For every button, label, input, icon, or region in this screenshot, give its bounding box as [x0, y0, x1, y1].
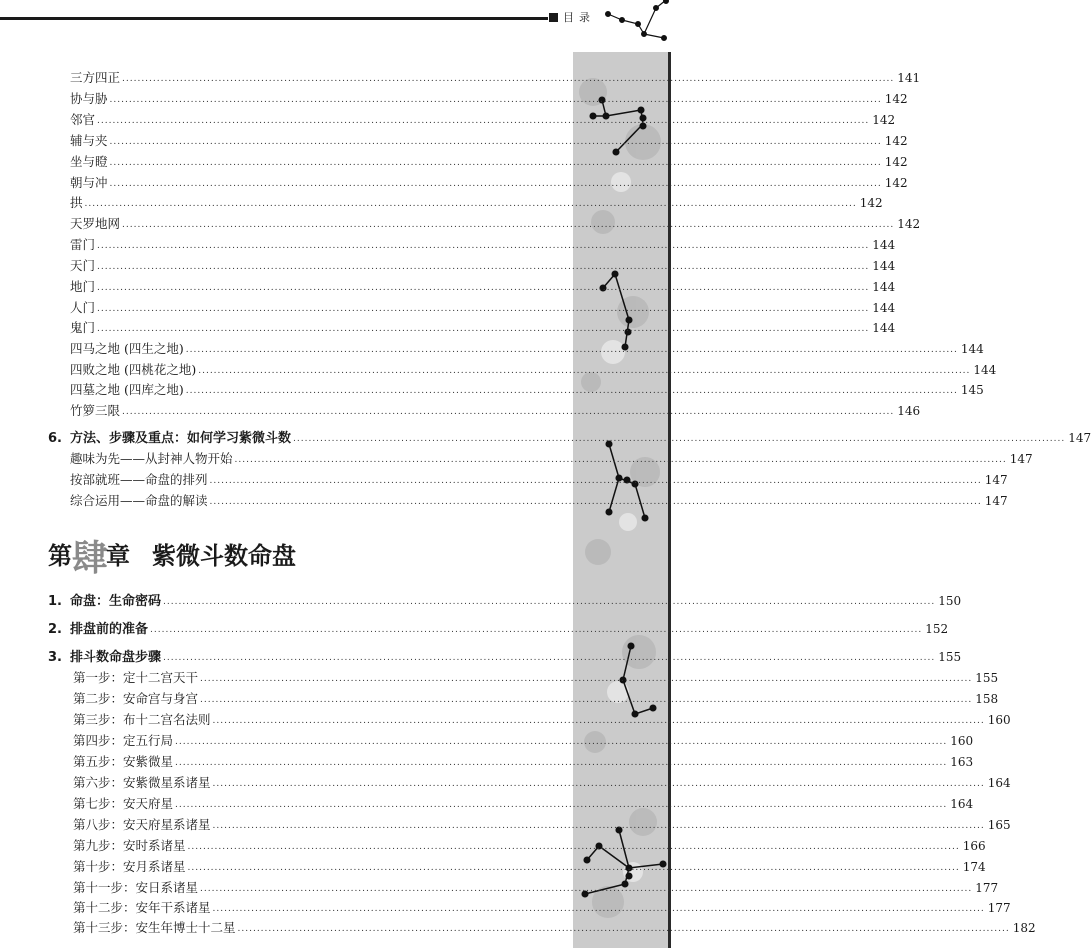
toc-entry[interactable] [70, 193, 883, 211]
chapter-suffix: 章 [106, 541, 131, 570]
toc-entry[interactable] [70, 68, 921, 86]
entry-label: 四马之地 (四生之地) [70, 341, 184, 356]
toc-entry[interactable] [70, 491, 1008, 509]
toc-section-3[interactable] [48, 646, 962, 665]
section-page: 150 [938, 594, 962, 608]
step-page: 177 [987, 901, 1011, 915]
chapter-numeral: 肆 [72, 537, 107, 579]
leader-dots: ........................................................................................................................................................................................................ [187, 863, 960, 873]
step-label: 第九步：安时系诸星 [73, 838, 186, 853]
toc-entry[interactable] [70, 298, 896, 316]
entry-label: 辅与夹 [70, 133, 108, 148]
header-label: 目录 [563, 11, 595, 24]
leader-dots: ........................................................................................................................................................................................................ [293, 434, 1066, 444]
leader-dots: ........................................................................................................................................................................................................ [212, 779, 985, 789]
leader-dots: ........................................................................................................................................................................................................ [97, 241, 870, 251]
leader-dots: ........................................................................................................................................................................................................ [97, 116, 870, 126]
toc-entry[interactable] [70, 235, 896, 253]
section-title: 排斗数命盘步骤 [70, 650, 162, 665]
leader-dots: ........................................................................................................................................................................................................ [209, 476, 982, 486]
section-number: 2. [48, 622, 62, 637]
entry-page: 142 [897, 217, 921, 231]
entry-label: 邻官 [70, 112, 96, 127]
toc-entry[interactable] [70, 152, 908, 170]
step-page: 166 [962, 839, 986, 853]
entry-label: 按部就班——命盘的排列 [70, 472, 208, 487]
entry-page: 144 [960, 342, 984, 356]
toc-step[interactable] [73, 898, 1011, 916]
leader-dots: ........................................................................................................................................................................................................ [212, 821, 985, 831]
toc-section-6[interactable] [48, 427, 1091, 446]
step-label: 第四步：定五行局 [73, 733, 174, 748]
step-label: 第二步：安命宫与身宫 [73, 691, 199, 706]
section-number: 6. [48, 431, 62, 446]
step-label: 第十三步：安生年博士十二星 [73, 920, 236, 935]
entry-page: 144 [872, 238, 896, 252]
toc-section-2[interactable] [48, 618, 949, 637]
entry-page: 147 [984, 494, 1008, 508]
leader-dots: ........................................................................................................................................................................................................ [84, 199, 857, 209]
step-page: 155 [975, 671, 999, 685]
toc-step[interactable] [73, 857, 986, 875]
leader-dots: ........................................................................................................................................................................................................ [97, 304, 870, 314]
section-page: 152 [925, 622, 949, 636]
toc-step[interactable] [73, 918, 1036, 936]
step-page: 158 [975, 692, 999, 706]
step-page: 164 [950, 797, 974, 811]
toc-section-1[interactable] [48, 590, 962, 609]
leader-dots: ........................................................................................................................................................................................................ [200, 674, 973, 684]
toc-entry[interactable] [70, 339, 984, 357]
leader-dots: ........................................................................................................................................................................................................ [175, 737, 948, 747]
step-page: 160 [950, 734, 974, 748]
entry-page: 141 [897, 71, 921, 85]
leader-dots: ........................................................................................................................................................................................................ [198, 366, 971, 376]
leader-dots: ........................................................................................................................................................................................................ [163, 653, 936, 663]
entry-page: 142 [872, 113, 896, 127]
entry-page: 142 [884, 134, 908, 148]
toc-entry[interactable] [70, 318, 896, 336]
entry-page: 146 [897, 404, 921, 418]
header-marker [549, 13, 558, 22]
toc-step[interactable] [73, 668, 999, 686]
toc-entry[interactable] [70, 360, 997, 378]
entry-page: 144 [872, 321, 896, 335]
leader-dots: ........................................................................................................................................................................................................ [175, 758, 948, 768]
step-label: 第八步：安天府星系诸星 [73, 817, 211, 832]
section-title: 排盘前的准备 [70, 622, 149, 637]
entry-label: 人门 [70, 300, 96, 315]
leader-dots: ........................................................................................................................................................................................................ [97, 262, 870, 272]
step-label: 第七步：安天府星 [73, 796, 174, 811]
entry-label: 天罗地网 [70, 216, 121, 231]
toc-entry[interactable] [70, 89, 908, 107]
leader-dots: ........................................................................................................................................................................................................ [97, 283, 870, 293]
step-label: 第三步：布十二宫名法则 [73, 712, 211, 727]
toc-step[interactable] [73, 689, 999, 707]
toc-entry[interactable] [70, 380, 984, 398]
toc-step[interactable] [73, 710, 1011, 728]
step-page: 182 [1012, 921, 1036, 935]
toc-entry[interactable] [70, 173, 908, 191]
chapter-heading [48, 530, 296, 581]
entry-page: 142 [884, 176, 908, 190]
toc-entry[interactable] [70, 131, 908, 149]
toc-entry[interactable] [70, 449, 1033, 467]
entry-label: 协与胁 [70, 91, 108, 106]
entry-page: 144 [872, 301, 896, 315]
leader-dots: ........................................................................................................................................................................................................ [200, 695, 973, 705]
toc-entry[interactable] [70, 110, 896, 128]
toc-step[interactable] [73, 731, 974, 749]
constellation-icon [604, 0, 679, 50]
toc-step[interactable] [73, 794, 974, 812]
leader-dots: ........................................................................................................................................................................................................ [185, 386, 958, 396]
chapter-title: 紫微斗数命盘 [152, 541, 297, 570]
step-label: 第五步：安紫微星 [73, 754, 174, 769]
entry-label: 坐与瞪 [70, 154, 108, 169]
entry-page: 144 [872, 259, 896, 273]
leader-dots: ........................................................................................................................................................................................................ [122, 74, 895, 84]
section-title: 命盘：生命密码 [70, 594, 162, 609]
step-page: 177 [975, 881, 999, 895]
leader-dots: ........................................................................................................................................................................................................ [234, 455, 1007, 465]
leader-dots: ........................................................................................................................................................................................................ [187, 842, 960, 852]
entry-page: 147 [984, 473, 1008, 487]
leader-dots: ........................................................................................................................................................................................................ [175, 800, 948, 810]
entry-label: 地门 [70, 279, 96, 294]
section-title: 方法、步骤及重点：如何学习紫微斗数 [70, 431, 292, 446]
step-page: 164 [987, 776, 1011, 790]
entry-page: 144 [872, 280, 896, 294]
toc-step[interactable] [73, 815, 1011, 833]
step-label: 第十步：安月系诸星 [73, 859, 186, 874]
toc-entry[interactable] [70, 256, 896, 274]
toc-step[interactable] [73, 878, 999, 896]
leader-dots: ........................................................................................................................................................................................................ [185, 345, 958, 355]
leader-dots: ........................................................................................................................................................................................................ [109, 137, 882, 147]
entry-label: 综合运用——命盘的解读 [70, 493, 208, 508]
toc-entry[interactable] [70, 470, 1008, 488]
step-page: 163 [950, 755, 974, 769]
entry-label: 雷门 [70, 237, 96, 252]
toc-entry[interactable] [70, 277, 896, 295]
section-page: 147 [1068, 431, 1091, 445]
entry-page: 142 [884, 155, 908, 169]
leader-dots: ........................................................................................................................................................................................................ [109, 95, 882, 105]
leader-dots: ........................................................................................................................................................................................................ [122, 407, 895, 417]
leader-dots: ........................................................................................................................................................................................................ [97, 324, 870, 334]
leader-dots: ........................................................................................................................................................................................................ [209, 497, 982, 507]
entry-label: 竹箩三限 [70, 403, 121, 418]
chapter-prefix: 第 [48, 541, 72, 570]
toc-step[interactable] [73, 836, 986, 854]
section-page: 155 [938, 650, 962, 664]
entry-label: 四败之地 (四桃花之地) [70, 362, 197, 377]
entry-page: 144 [973, 363, 997, 377]
step-label: 第一步：定十二宫天干 [73, 670, 199, 685]
section-number: 3. [48, 650, 62, 665]
toc-step[interactable] [73, 773, 1011, 791]
entry-page: 147 [1009, 452, 1033, 466]
entry-page: 142 [884, 92, 908, 106]
leader-dots: ........................................................................................................................................................................................................ [200, 884, 973, 894]
leader-dots: ........................................................................................................................................................................................................ [109, 158, 882, 168]
step-page: 160 [987, 713, 1011, 727]
leader-dots: ........................................................................................................................................................................................................ [237, 924, 1010, 934]
leader-dots: ........................................................................................................................................................................................................ [212, 716, 985, 726]
entry-label: 天门 [70, 258, 96, 273]
entry-page: 145 [960, 383, 984, 397]
leader-dots: ........................................................................................................................................................................................................ [212, 904, 985, 914]
section-number: 1. [48, 594, 62, 609]
entry-label: 鬼门 [70, 320, 96, 335]
step-label: 第十一步：安日系诸星 [73, 880, 199, 895]
entry-label: 拱 [70, 195, 83, 210]
leader-dots: ........................................................................................................................................................................................................ [150, 625, 923, 635]
leader-dots: ........................................................................................................................................................................................................ [109, 179, 882, 189]
entry-label: 四墓之地 (四库之地) [70, 382, 184, 397]
leader-dots: ........................................................................................................................................................................................................ [122, 220, 895, 230]
step-label: 第十二步：安年干系诸星 [73, 900, 211, 915]
entry-label: 三方四正 [70, 70, 121, 85]
toc-entry[interactable] [70, 214, 921, 232]
step-page: 174 [962, 860, 986, 874]
toc-entry[interactable] [70, 401, 921, 419]
entry-label: 趣味为先——从封神人物开始 [70, 451, 233, 466]
step-page: 165 [987, 818, 1011, 832]
entry-label: 朝与冲 [70, 175, 108, 190]
toc-step[interactable] [73, 752, 974, 770]
entry-page: 142 [859, 196, 883, 210]
leader-dots: ........................................................................................................................................................................................................ [163, 597, 936, 607]
header-rule [0, 17, 548, 20]
step-label: 第六步：安紫微星系诸星 [73, 775, 211, 790]
